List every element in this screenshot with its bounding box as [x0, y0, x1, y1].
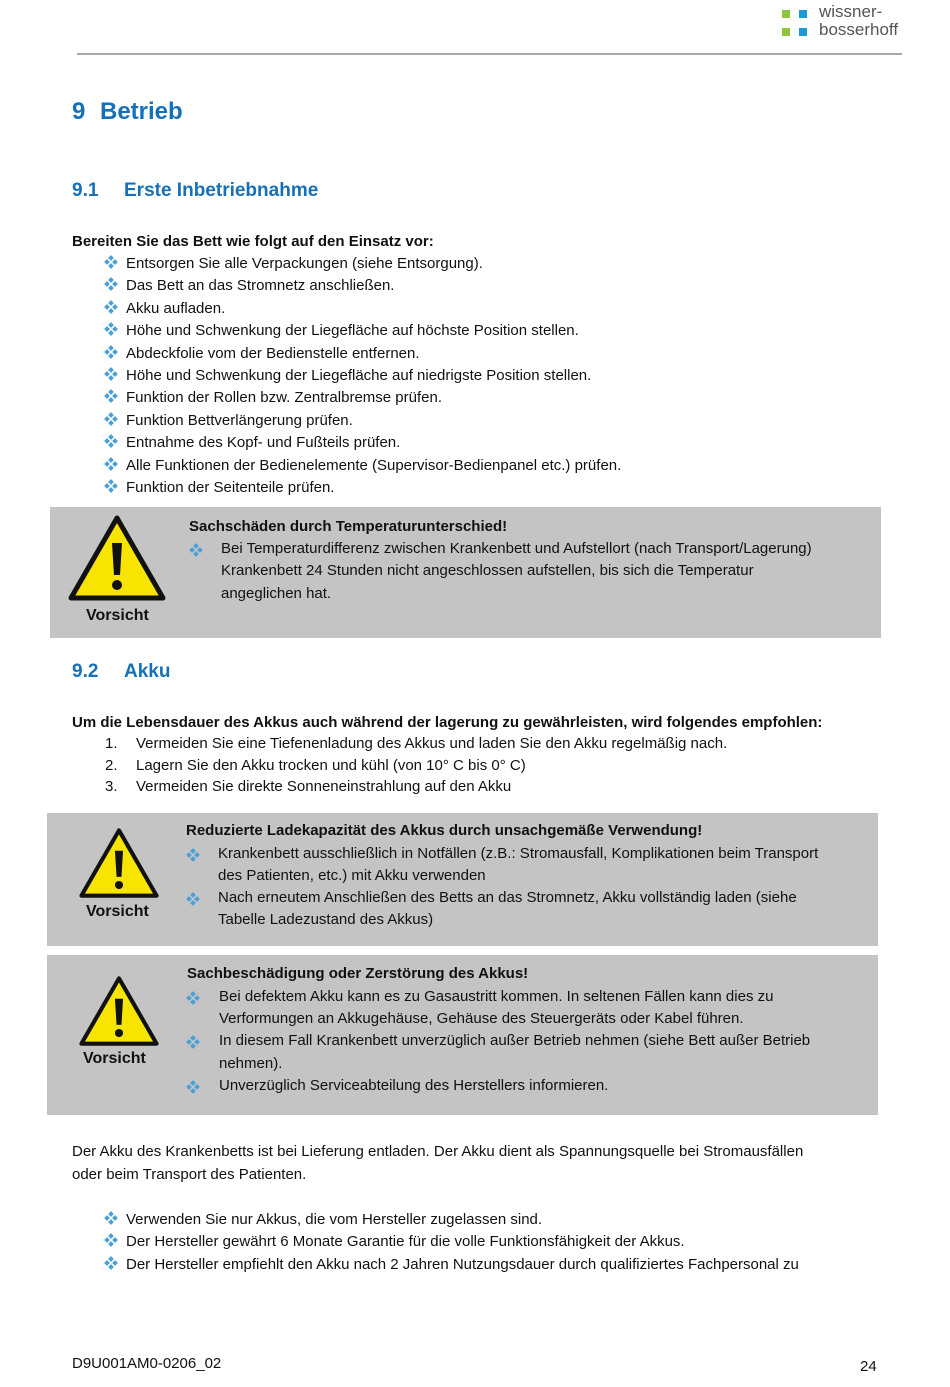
list-item-text: Vermeiden Sie eine Tiefenenladung des Akkus und laden Sie den Akku regelmäßig nach. — [136, 735, 728, 752]
list-item-text: Alle Funktionen der Bedienelemente (Supervisor-Bedienpanel etc.) prüfen. — [126, 456, 622, 474]
list-item — [105, 365, 591, 387]
list-item — [105, 298, 225, 320]
bullet-icon — [105, 256, 118, 269]
list-item-text: Der Hersteller gewährt 6 Monate Garantie für die volle Funktionsfähigkeit der Akkus. — [126, 1233, 685, 1251]
caution-box-temperature — [50, 507, 881, 638]
bullet-icon — [105, 1212, 118, 1225]
bullet-icon — [105, 390, 118, 403]
bullet-icon — [105, 368, 118, 381]
warning-triangle-icon — [68, 515, 166, 601]
logo-square-icon — [782, 10, 790, 18]
caution-text-line: Krankenbett 24 Stunden nicht angeschlossen aufstellen, bis sich die Temperatur — [221, 562, 754, 579]
page-number: 24 — [860, 1358, 877, 1375]
bullet-icon — [187, 1036, 200, 1049]
caution-text-line: Verformungen an Akkugehäuse, Gehäuse des Steuergeräts oder Kabel führen. — [219, 1010, 744, 1027]
section-intro: Um die Lebensdauer des Akkus auch während der lagerung zu gewährleisten, wird folgendes empfohlen: — [72, 714, 823, 731]
caution-label: Vorsicht — [86, 903, 149, 920]
list-item — [105, 275, 394, 297]
section-title: Erste Inbetriebnahme — [124, 180, 319, 201]
caution-text-line: nehmen). — [219, 1055, 283, 1072]
list-item-text: Höhe und Schwenkung der Liegefläche auf niedrigste Position stellen. — [126, 367, 592, 384]
list-item-text: Vermeiden Sie direkte Sonneneinstrahlung auf den Akku — [136, 778, 512, 795]
list-item — [105, 1231, 685, 1253]
list-item-text: Entsorgen Sie alle Verpackungen (siehe Entsorgung). — [126, 255, 483, 272]
bullet-icon — [187, 1081, 200, 1094]
caution-text-line: Tabelle Ladezustand des Akkus) — [218, 911, 434, 928]
bullet-icon — [187, 992, 200, 1005]
list-item-text: Akku aufladen. — [126, 299, 226, 317]
list-number: 1. — [105, 735, 118, 752]
list-item-text: Entnahme des Kopf- und Fußteils prüfen. — [126, 434, 401, 452]
caution-title: Sachschäden durch Temperaturunterschied! — [189, 518, 508, 535]
warning-triangle-icon — [79, 827, 159, 899]
caution-text-line: Nach erneutem Anschließen des Betts an das Stromnetz, Akku vollständig laden (siehe — [218, 889, 797, 906]
list-item — [105, 455, 621, 477]
caution-title: Reduzierte Ladekapazität des Akkus durch unsachgemäße Verwendung! — [186, 822, 703, 839]
list-item — [105, 320, 579, 342]
list-item — [105, 253, 483, 275]
paragraph-line: Der Akku des Krankenbetts ist bei Lieferung entladen. Der Akku dient als Spannungsquelle bei Stromausfällen — [72, 1143, 804, 1160]
list-item-text: Funktion der Seitenteile prüfen. — [126, 479, 335, 496]
bullet-icon — [105, 1257, 118, 1270]
list-item-text: Verwenden Sie nur Akkus, die vom Hersteller zugelassen sind. — [126, 1211, 543, 1228]
logo-square-icon — [782, 28, 790, 36]
bullet-icon — [105, 1234, 118, 1247]
list-item — [105, 410, 353, 432]
bullet-icon — [105, 278, 118, 291]
list-item-text: Lagern Sie den Akku trocken und kühl (von 10° C bis 0° C) — [136, 756, 526, 774]
bullet-icon — [105, 435, 118, 448]
document-id: D9U001AM0-0206_02 — [72, 1355, 222, 1372]
caution-text-line: In diesem Fall Krankenbett unverzüglich außer Betrieb nehmen (siehe Bett außer Betrieb — [219, 1032, 811, 1049]
list-item-text: Das Bett an das Stromnetz anschließen. — [126, 277, 395, 295]
caution-text-line: Krankenbett ausschließlich in Notfällen (z.B.: Stromausfall, Komplikationen beim Transport — [218, 845, 819, 862]
list-item — [105, 1254, 799, 1276]
logo-square-icon — [799, 28, 807, 36]
list-item-text: Funktion Bettverlängerung prüfen. — [126, 411, 353, 429]
bullet-icon — [105, 323, 118, 336]
caution-text-line: Unverzüglich Serviceabteilung des Herstellers informieren. — [219, 1077, 609, 1094]
caution-text-line: Bei defektem Akku kann es zu Gasaustritt kommen. In seltenen Fällen kann dies zu — [219, 988, 774, 1005]
bullet-icon — [187, 893, 200, 906]
section-heading-9-1 — [72, 180, 318, 202]
header-divider — [77, 53, 902, 55]
bullet-icon — [187, 849, 200, 862]
section-intro: Bereiten Sie das Bett wie folgt auf den Einsatz vor: — [72, 233, 434, 250]
caution-text-line: Bei Temperaturdifferenz zwischen Krankenbett und Aufstellort (nach Transport/Lagerung) — [221, 540, 812, 557]
list-item-text: Funktion der Rollen bzw. Zentralbremse prüfen. — [126, 389, 442, 407]
logo-square-icon — [799, 10, 807, 18]
chapter-heading — [72, 98, 183, 126]
company-logo — [782, 3, 912, 39]
list-number: 2. — [105, 756, 118, 774]
logo-text-line2: bosserhoff — [819, 20, 899, 39]
bullet-icon — [105, 301, 118, 314]
caution-box-capacity — [47, 813, 878, 946]
bullet-icon — [190, 544, 203, 557]
caution-box-damage — [47, 955, 878, 1115]
list-item — [105, 477, 334, 499]
caution-label: Vorsicht — [83, 1050, 146, 1067]
list-item — [105, 387, 442, 409]
list-item — [105, 1209, 542, 1231]
list-item — [105, 343, 420, 365]
chapter-title: Betrieb — [100, 98, 183, 125]
list-item-text: Höhe und Schwenkung der Liegefläche auf höchste Position stellen. — [126, 322, 579, 340]
section-heading-9-2 — [72, 661, 170, 683]
list-number: 3. — [105, 778, 118, 795]
logo-text-line1: wissner- — [819, 2, 883, 21]
warning-triangle-icon — [79, 975, 159, 1047]
section-title: Akku — [124, 661, 171, 682]
section-number: 9.1 — [72, 180, 99, 201]
list-item-text: Abdeckfolie vom der Bedienstelle entfernen. — [126, 344, 420, 362]
chapter-number: 9 — [72, 98, 86, 125]
caution-text-line: des Patienten, etc.) mit Akku verwenden — [218, 867, 486, 884]
list-item — [105, 432, 400, 454]
bullet-icon — [105, 346, 118, 359]
caution-text-line: angeglichen hat. — [221, 585, 332, 602]
section-number: 9.2 — [72, 661, 99, 682]
caution-label: Vorsicht — [86, 607, 149, 624]
bullet-icon — [105, 480, 118, 493]
bullet-icon — [105, 413, 118, 426]
list-item-text: Der Hersteller empfiehlt den Akku nach 2 Jahren Nutzungsdauer durch qualifiziertes Fachpersonal zu — [126, 1255, 799, 1273]
caution-title: Sachbeschädigung oder Zerstörung des Akkus! — [187, 965, 529, 982]
paragraph-line: oder beim Transport des Patienten. — [72, 1166, 307, 1183]
bullet-icon — [105, 458, 118, 471]
